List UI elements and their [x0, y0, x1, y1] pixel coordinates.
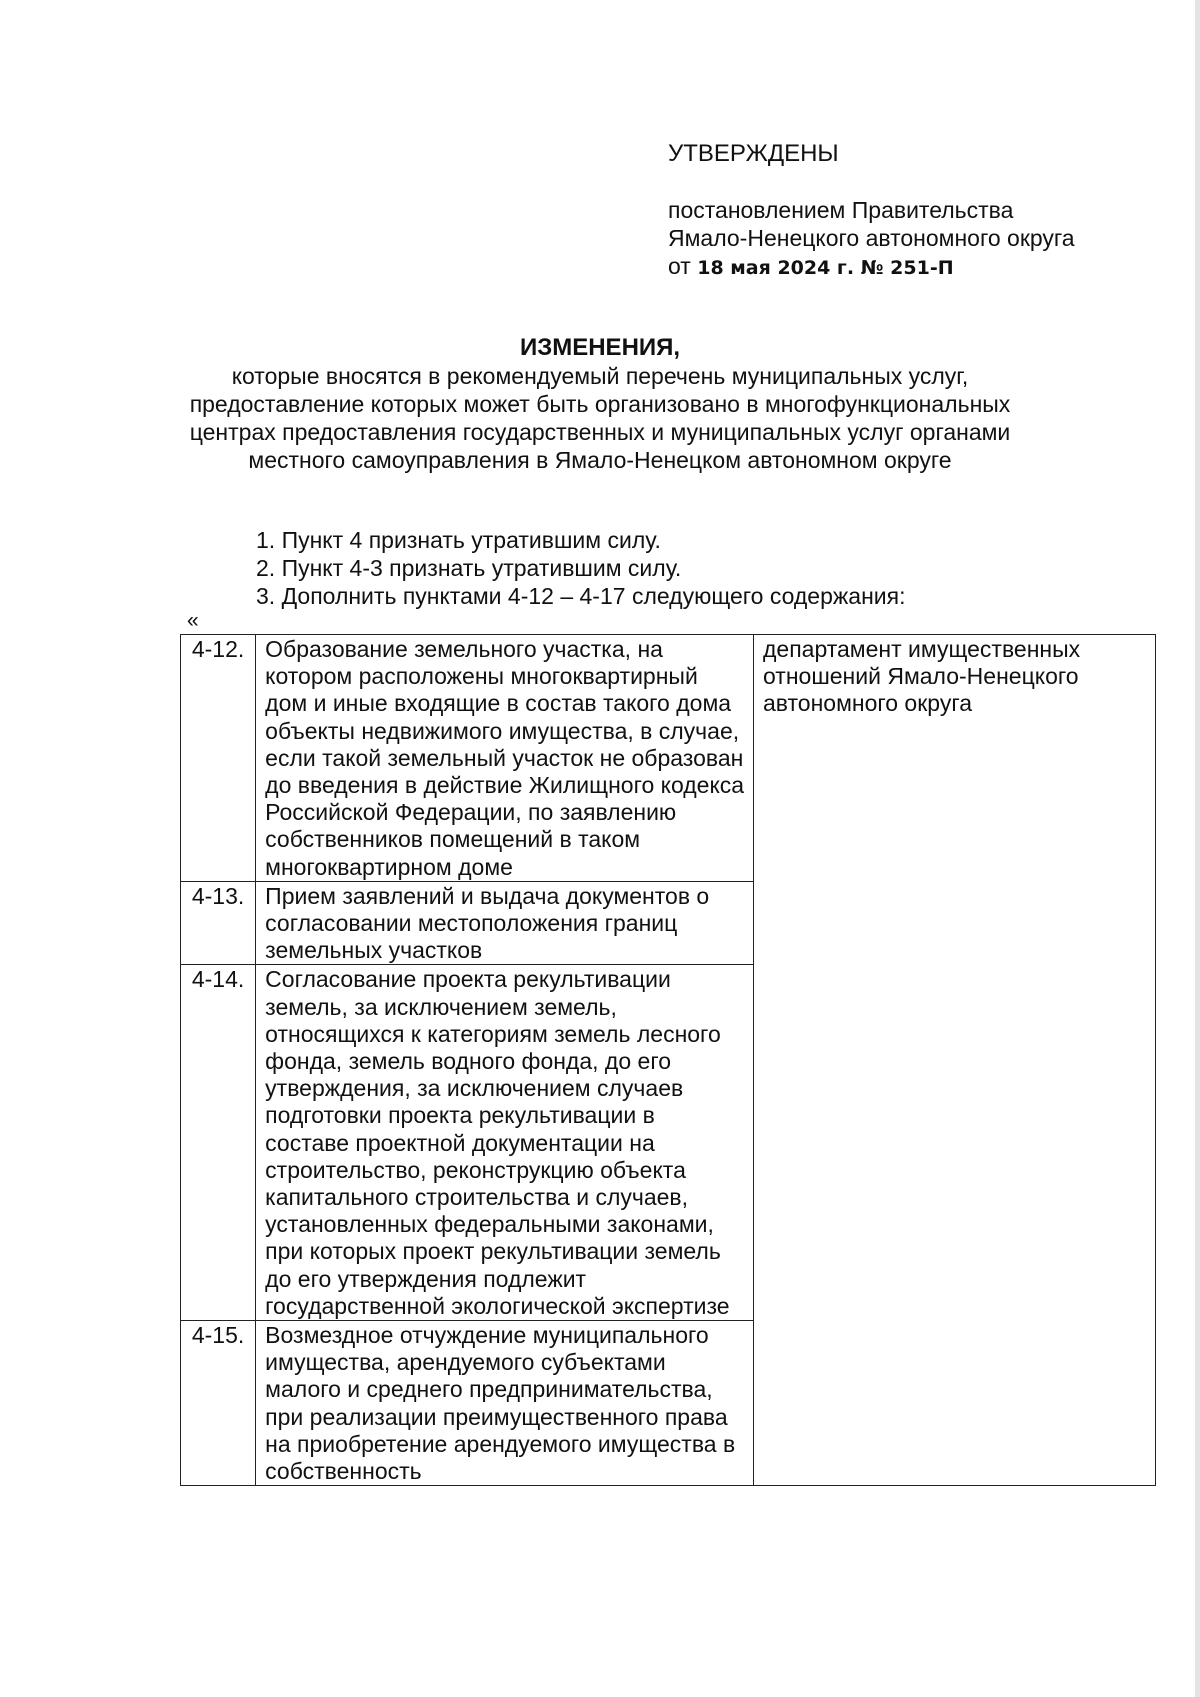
row-number: 4-15.: [181, 1321, 256, 1486]
subtitle-line-4: местного самоуправления в Ямало-Ненецком автономном округе: [248, 447, 952, 473]
subtitle-line-2: предоставление которых может быть организовано в многофункциональных: [189, 391, 1011, 417]
service-description: Согласование проекта рекультивации земель, за исключением земель, относящихся к категориям земель лесного фонда, земель водного фонда, до его утверждения, за исключением случаев подготовки проекта рекультивации в составе проектной документации на строительство, реконструкцию объекта капитального строительства и случаев, установленных федеральными законами, при которых проект рекультивации земель до его утверждения подлежит государственной экологической экспертизе: [256, 965, 754, 1321]
decree-date: 18 мая 2024 г. № 251-П: [697, 257, 954, 279]
services-table: [180, 634, 1156, 1486]
approved-word: УТВЕРЖДЕНЫ: [668, 140, 839, 167]
approval-line-1: постановлением Правительства: [668, 197, 1014, 223]
responsible-organization: департамент имущественных отношений Ямало-Ненецкого автономного округа: [754, 635, 1156, 1486]
subtitle-line-3: центрах предоставления государственных и муниципальных услуг органами: [189, 419, 1011, 445]
amendment-items: [256, 526, 1136, 610]
service-description: Образование земельного участка, на котором расположены многоквартирный дом и иные входящие в состав такого дома объекты недвижимого имущества, в случае, если такой земельный участок не образован до введения в действие Жилищного кодекса Российской Федерации, по заявлению собственников помещений в таком многоквартирном доме: [256, 635, 754, 882]
approval-line-2: Ямало-Ненецкого автономного округа: [668, 225, 1075, 251]
row-number: 4-12.: [181, 635, 256, 882]
amendment-item: 3. Дополнить пунктами 4-12 – 4-17 следующего содержания:: [256, 583, 906, 609]
service-description: Возмездное отчуждение муниципального имущества, арендуемого субъектами малого и среднего предпринимательства, при реализации преимущественного права на приобретение арендуемого имущества в собственность: [256, 1321, 754, 1486]
approval-block: [668, 140, 1148, 282]
approval-date-line: [668, 252, 1148, 282]
row-number: 4-13.: [181, 881, 256, 965]
opening-quote: «: [187, 609, 199, 632]
amendment-item: 2. Пункт 4-3 признать утратившим силу.: [256, 555, 682, 581]
document-title: ИЗМЕНЕНИЯ,: [519, 334, 681, 361]
subtitle-line-1: которые вносятся в рекомендуемый перечень муниципальных услуг,: [231, 363, 969, 389]
amendment-item: 1. Пункт 4 признать утратившим силу.: [256, 527, 661, 553]
service-description: Прием заявлений и выдача документов о согласовании местоположения границ земельных участков: [256, 881, 754, 965]
document-heading: [160, 334, 1040, 474]
date-prefix: от: [668, 253, 691, 279]
page-edge: [1195, 0, 1200, 1697]
row-number: 4-14.: [181, 965, 256, 1321]
table-row: [181, 635, 1156, 882]
